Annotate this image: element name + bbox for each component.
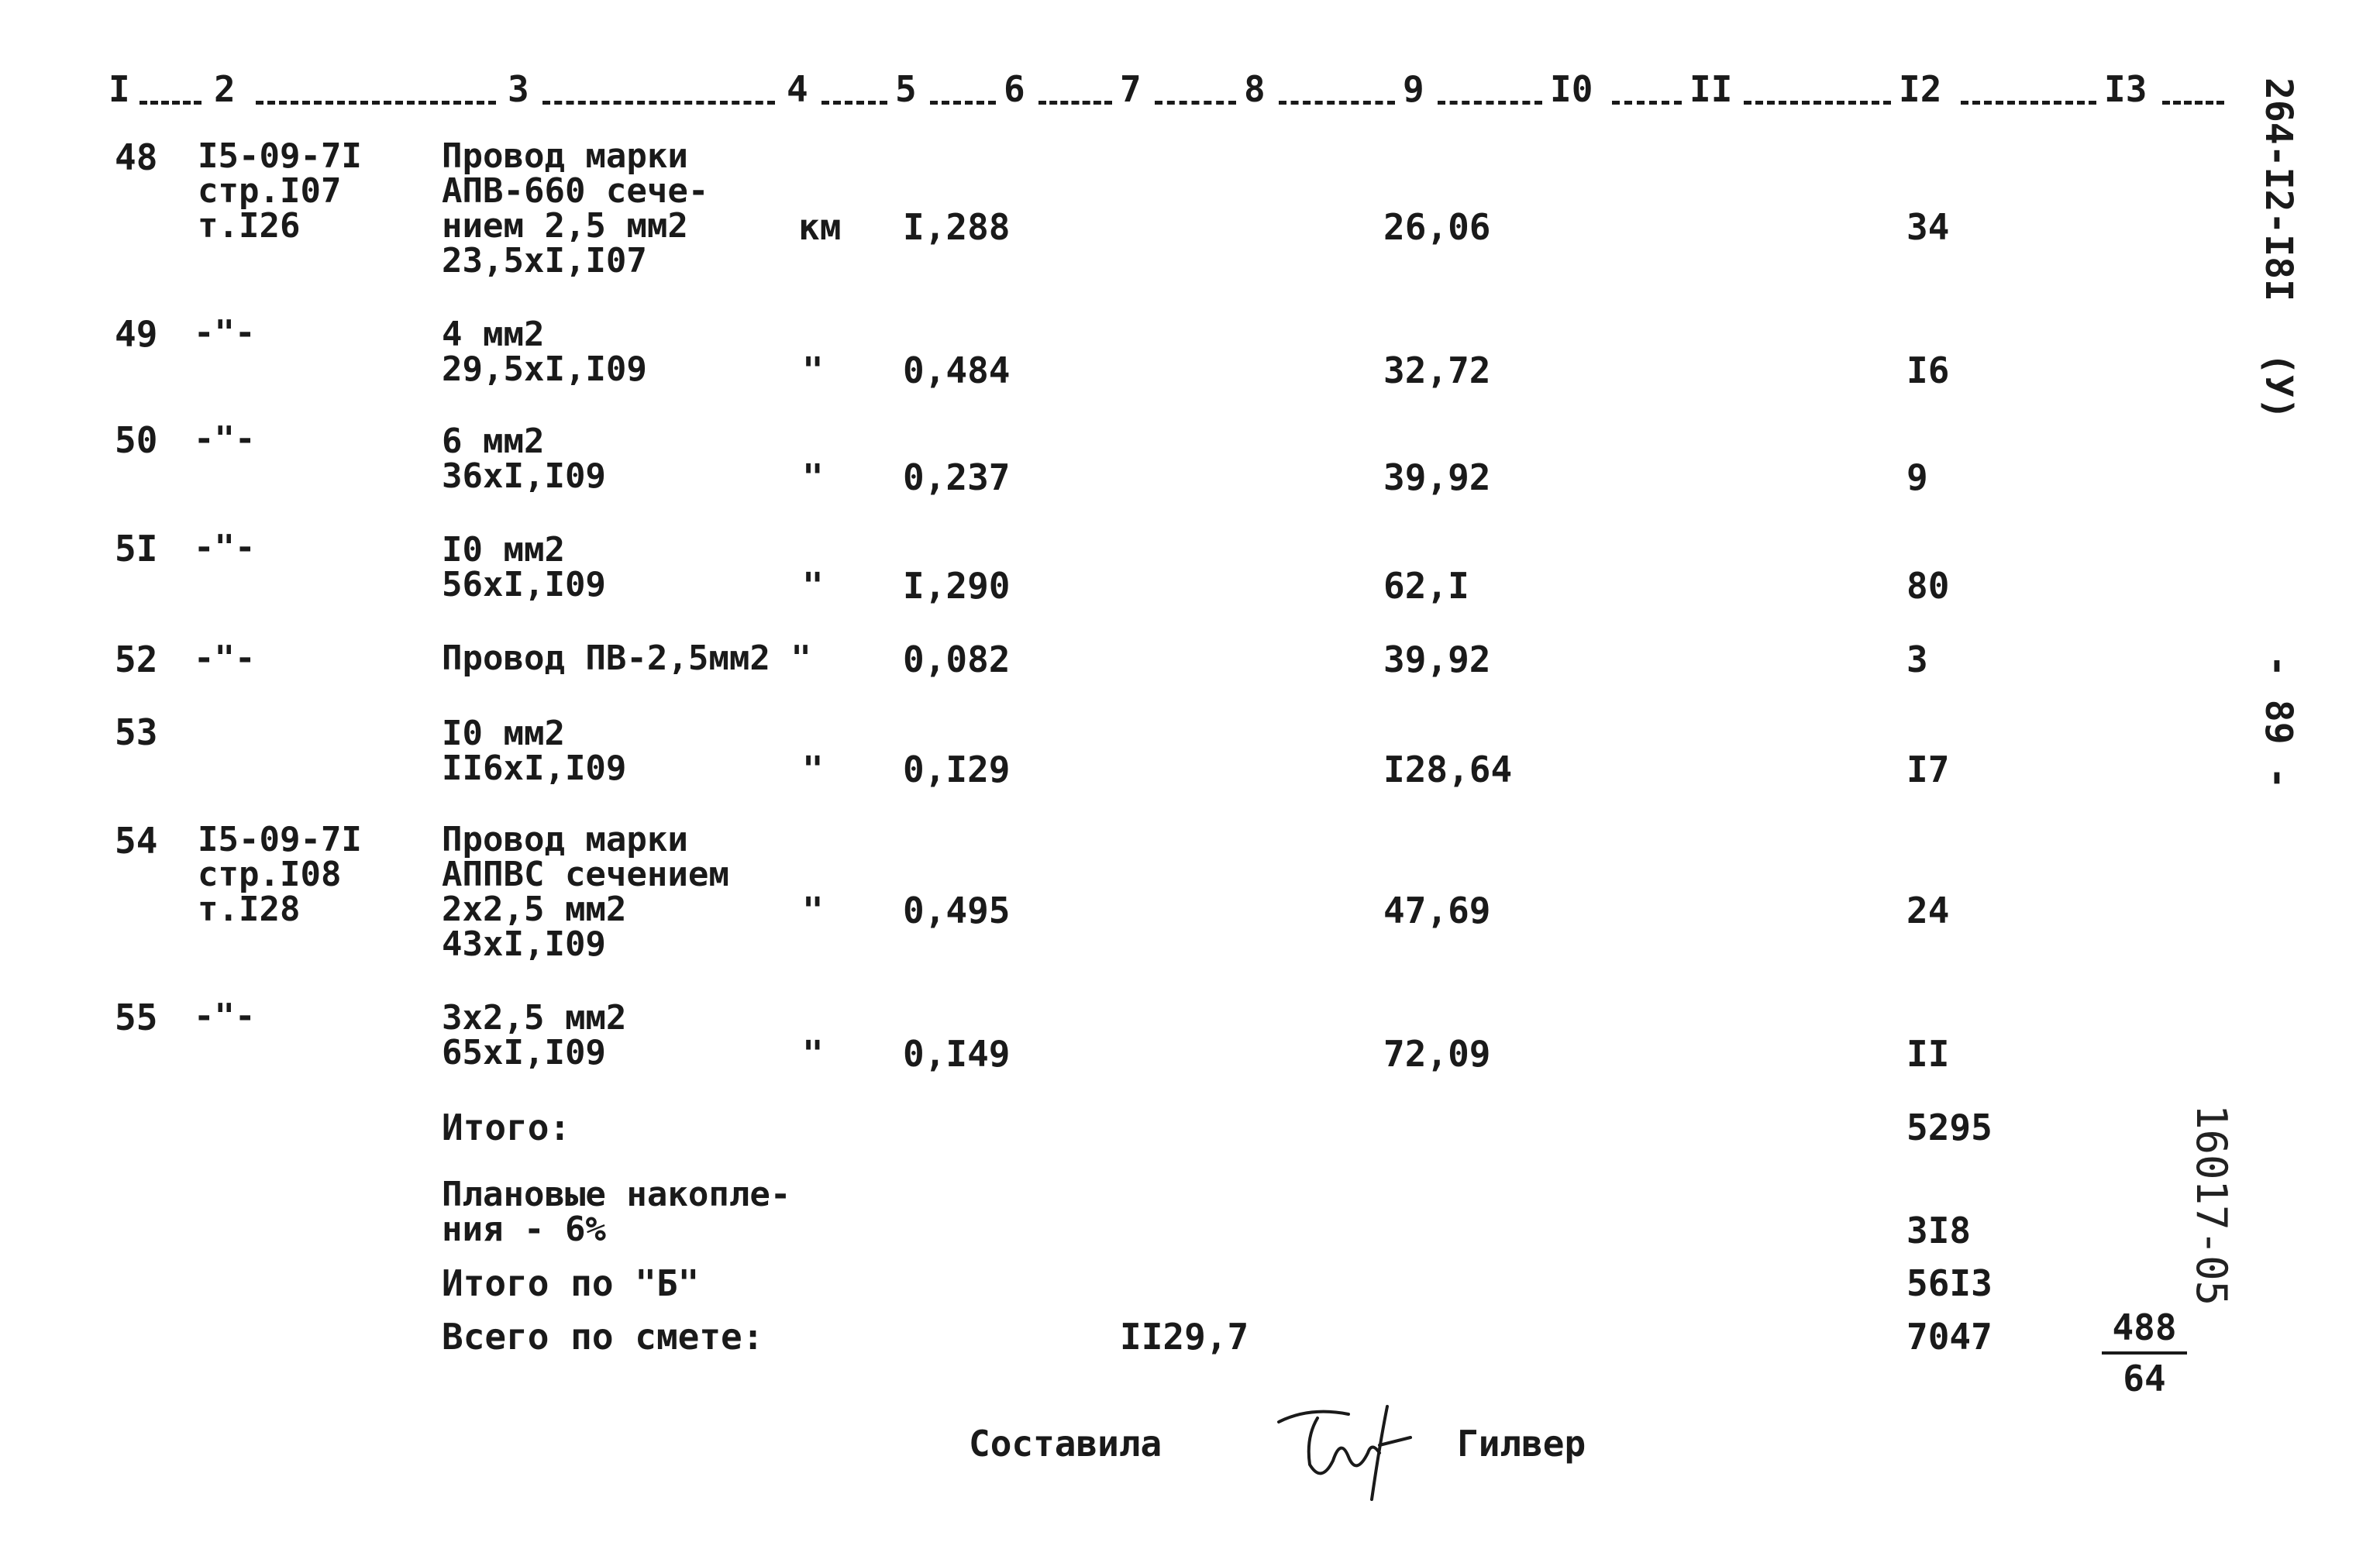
header-dash [256, 101, 496, 105]
ref-line: I5-09-7I [198, 136, 362, 176]
compiler-name: Гилвер [1457, 1423, 1586, 1465]
row-number: 53 [115, 711, 158, 753]
row-number: 50 [115, 419, 158, 461]
grand-total-label: Всего по смете: [442, 1316, 764, 1358]
desc-line: 43хI,I09 [442, 924, 606, 964]
total-cost: 24 [1906, 890, 1950, 931]
ref-line: стр.I08 [198, 855, 342, 894]
desc-line: нием 2,5 мм2 [442, 206, 688, 246]
row-number: 55 [115, 997, 158, 1038]
unit: " [802, 749, 824, 790]
row-number: 48 [115, 136, 158, 178]
fraction-note [2102, 1306, 2187, 1399]
desc-line: Провод марки [442, 820, 688, 859]
unit: км [798, 206, 842, 248]
desc-line: Провод марки [442, 136, 688, 176]
desc-line: АПВ-660 сече- [442, 171, 709, 211]
ref-line: т.I26 [198, 206, 301, 246]
ref-line: -"- [194, 419, 256, 459]
page-number-stamp: - 89 - [2257, 655, 2300, 790]
col-num-9: 9 [1403, 68, 1424, 110]
header-dash [1279, 101, 1395, 105]
total-cost: 80 [1906, 565, 1950, 607]
unit-price: 72,09 [1383, 1033, 1491, 1075]
col-num-6: 6 [1004, 68, 1025, 110]
total-cost: I7 [1906, 749, 1950, 790]
ref-line: стр.I07 [198, 171, 342, 211]
col-num-5: 5 [895, 68, 917, 110]
total-cost: 34 [1906, 206, 1950, 248]
unit-price: 32,72 [1383, 349, 1491, 391]
row-number: 5I [115, 528, 158, 570]
header-dash [1038, 101, 1112, 105]
unit-price: 47,69 [1383, 890, 1491, 931]
ref-line: -"- [194, 997, 256, 1036]
col-num-11: II [1689, 68, 1733, 110]
quantity: 0,495 [903, 890, 1011, 931]
ref-line: -"- [194, 528, 256, 567]
quantity: 0,I49 [903, 1033, 1011, 1075]
desc-line: 23,5хI,I07 [442, 241, 647, 281]
itogo-value: 5295 [1906, 1107, 1993, 1148]
total-cost: II [1906, 1033, 1950, 1075]
itogo-label: Итого: [442, 1107, 571, 1148]
desc-line: АППВС сечением [442, 855, 729, 894]
itogo-b-value: 56I3 [1906, 1262, 1993, 1304]
quantity: 0,I29 [903, 749, 1011, 790]
header-dash [1438, 101, 1542, 105]
desc-line: 29,5хI,I09 [442, 349, 647, 389]
unit: " [802, 1033, 824, 1075]
header-dash [1155, 101, 1236, 105]
desc-line: I0 мм2 [442, 714, 565, 753]
row-number: 54 [115, 820, 158, 862]
ref-line: -"- [194, 313, 256, 353]
col-num-10: I0 [1550, 68, 1593, 110]
ref-line: -"- [194, 639, 256, 678]
unit-price: 62,I [1383, 565, 1469, 607]
desc-line: 6 мм2 [442, 422, 545, 461]
header-dash [930, 101, 996, 105]
desc-line: 65хI,I09 [442, 1033, 606, 1072]
planned-accumulation-label: Плановые накопле- [442, 1175, 791, 1214]
itogo-b-label: Итого по "Б" [442, 1262, 700, 1304]
handwritten-signature [1263, 1391, 1457, 1507]
grand-total-value: 7047 [1906, 1316, 1993, 1358]
variant-stamp: (У) [2257, 353, 2300, 420]
ref-line: т.I28 [198, 890, 301, 929]
header-dash [1612, 101, 1682, 105]
total-cost: 9 [1906, 456, 1928, 498]
unit: " [802, 456, 824, 498]
unit-price: 26,06 [1383, 206, 1491, 248]
col-num-1: I [108, 68, 130, 110]
unit: " [802, 349, 824, 391]
desc-line: 4 мм2 [442, 315, 545, 354]
col-num-3: 3 [508, 68, 529, 110]
desc-line: 2х2,5 мм2 [442, 890, 627, 929]
desc-line: 3х2,5 мм2 [442, 998, 627, 1038]
desc-line: 36хI,I09 [442, 456, 606, 496]
col-num-12: I2 [1899, 68, 1942, 110]
quantity: 0,484 [903, 349, 1011, 391]
quantity: 0,237 [903, 456, 1011, 498]
desc-line: I0 мм2 [442, 530, 565, 570]
desc-line: 56хI,I09 [442, 565, 606, 604]
header-dash [139, 101, 201, 105]
row-number: 52 [115, 639, 158, 680]
desc-line: II6хI,I09 [442, 749, 627, 788]
unit: " [802, 890, 824, 931]
col-num-4: 4 [787, 68, 808, 110]
grand-total-col7: II29,7 [1120, 1316, 1249, 1358]
planned-accumulation-value: 3I8 [1906, 1210, 1972, 1251]
total-cost: 3 [1906, 639, 1928, 680]
col-num-7: 7 [1120, 68, 1142, 110]
unit: " [802, 565, 824, 607]
fraction-denominator: 64 [2123, 1358, 2166, 1399]
fraction-numerator: 488 [2112, 1306, 2177, 1348]
planned-accumulation-label: ния - 6% [442, 1210, 606, 1249]
quantity: I,290 [903, 565, 1011, 607]
ref-line: I5-09-7I [198, 820, 362, 859]
desc-line: Провод ПВ-2,5мм2 " [442, 639, 811, 678]
unit-price: 39,92 [1383, 456, 1491, 498]
fraction-bar [2102, 1351, 2187, 1355]
quantity: 0,082 [903, 639, 1011, 680]
col-num-13: I3 [2104, 68, 2148, 110]
header-dash [1961, 101, 2096, 105]
header-dash [542, 101, 775, 105]
compiled-by-label: Составила [969, 1423, 1162, 1465]
row-number: 49 [115, 313, 158, 355]
album-number-stamp: 16017-05 [2187, 1104, 2236, 1306]
total-cost: I6 [1906, 349, 1950, 391]
quantity: I,288 [903, 206, 1011, 248]
header-dash [2162, 101, 2224, 105]
unit-price: 39,92 [1383, 639, 1491, 680]
doc-code-stamp: 264-I2-I8I [2257, 77, 2300, 301]
header-dash [821, 101, 887, 105]
col-num-8: 8 [1244, 68, 1266, 110]
unit-price: I28,64 [1383, 749, 1513, 790]
header-dash [1744, 101, 1891, 105]
col-num-2: 2 [214, 68, 236, 110]
